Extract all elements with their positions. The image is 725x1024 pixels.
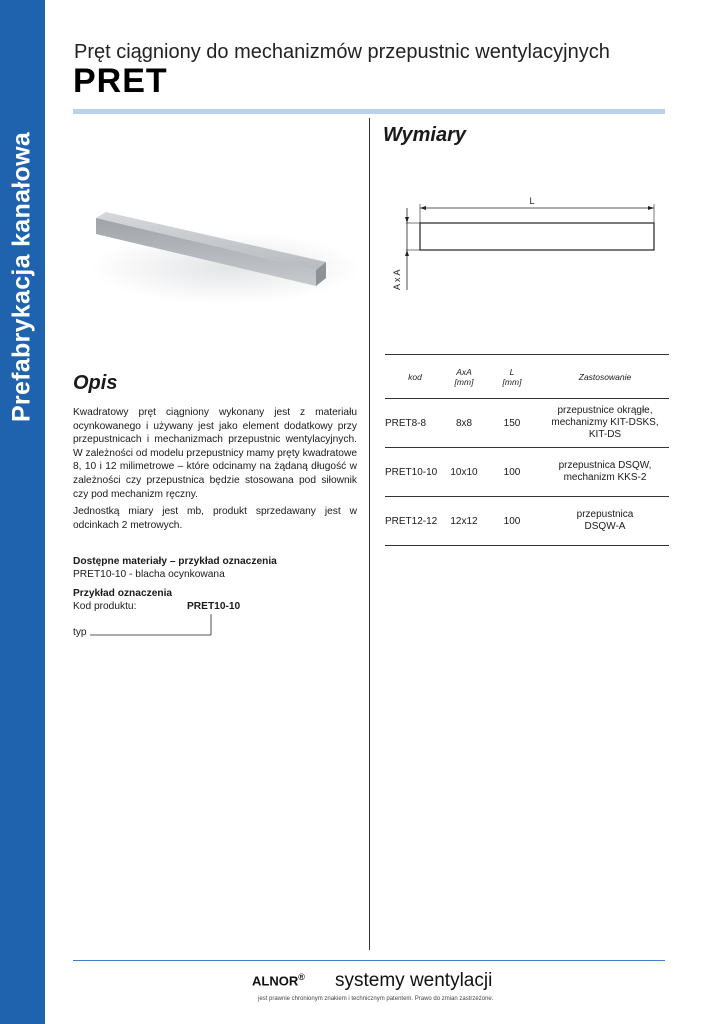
table-row bbox=[385, 448, 669, 497]
description-heading: Opis bbox=[73, 372, 118, 394]
cell-kod: PRET8-8 bbox=[385, 399, 445, 448]
header-kod: kod bbox=[385, 355, 445, 399]
cross-section-label: A x A bbox=[392, 269, 402, 290]
cell-axa: 12x12 bbox=[445, 497, 483, 546]
materials-heading: Dostępne materiały – przykład oznaczenia bbox=[73, 556, 277, 567]
page-subtitle: Pręt ciągniony do mechanizmów przepustnic wentylacyjnych bbox=[74, 41, 610, 63]
materials-example: PRET10-10 - blacha ocynkowana bbox=[73, 569, 225, 580]
sidebar-band bbox=[0, 0, 45, 1024]
column-divider bbox=[369, 118, 370, 950]
dimension-drawing bbox=[380, 190, 670, 300]
cell-zastosowanie: przepustnica DSQW-A bbox=[541, 497, 669, 546]
footer-legal-note: jest prawnie chronionym znakiem i technicznym patentem. Prawo do zmian zastrzeżone. bbox=[258, 996, 494, 1002]
product-code-value: PRET10-10 bbox=[187, 601, 241, 612]
header-zastosowanie: Zastosowanie bbox=[541, 355, 669, 399]
type-callout-line bbox=[90, 614, 214, 638]
cell-kod: PRET10-10 bbox=[385, 448, 445, 497]
table-row bbox=[385, 497, 669, 546]
cell-zastosowanie: przepustnice okrągłe, mechanizmy KIT-DSKS, KIT-DS bbox=[541, 399, 669, 448]
sidebar-title: Prefabrykacja kanałowa bbox=[7, 131, 36, 423]
header-l: L [mm] bbox=[483, 355, 541, 399]
title-divider bbox=[73, 109, 665, 114]
description-paragraph-2: Jednostką miary jest mb, produkt sprzedawany jest w odcinkach 2 metrowych. bbox=[73, 506, 357, 531]
cell-axa: 8x8 bbox=[445, 399, 483, 448]
product-code-label: Kod produktu: bbox=[73, 601, 137, 612]
cell-axa: 10x10 bbox=[445, 448, 483, 497]
cell-zastosowanie: przepustnica DSQW, mechanizm KKS-2 bbox=[541, 448, 669, 497]
table-header-row bbox=[385, 355, 669, 399]
cell-l: 100 bbox=[483, 497, 541, 546]
page-title: PRET bbox=[73, 62, 168, 100]
type-label: typ bbox=[73, 627, 87, 638]
brand-logo: ALNOR® bbox=[252, 972, 305, 989]
footer-slogan: systemy wentylacji bbox=[335, 970, 493, 991]
footer-divider bbox=[73, 960, 665, 961]
cell-l: 150 bbox=[483, 399, 541, 448]
description-paragraph-1: Kwadratowy pręt ciągniony wykonany jest z materiału ocynkowanego i używany jest jako element dodatkowy przy przepustnicach i mechanizmach przepustnic wentylacyjnych. W zależności od modelu przepustnicy mamy pręty kwadratowe 8, 10 i 12 milimetrowe – które odcinamy na żądaną długość w zależności czy przepustnica będzie stosowana pod siłownik czy pod mechanizm ręczny. bbox=[73, 407, 357, 500]
product-bar-image bbox=[86, 200, 356, 312]
table-row bbox=[385, 399, 669, 448]
dimensions-heading: Wymiary bbox=[383, 124, 467, 146]
cell-l: 100 bbox=[483, 448, 541, 497]
designation-heading: Przykład oznaczenia bbox=[73, 588, 173, 599]
cell-kod: PRET12-12 bbox=[385, 497, 445, 546]
header-axa: AxA [mm] bbox=[445, 355, 483, 399]
length-label: L bbox=[529, 196, 535, 206]
spec-table bbox=[385, 354, 669, 546]
